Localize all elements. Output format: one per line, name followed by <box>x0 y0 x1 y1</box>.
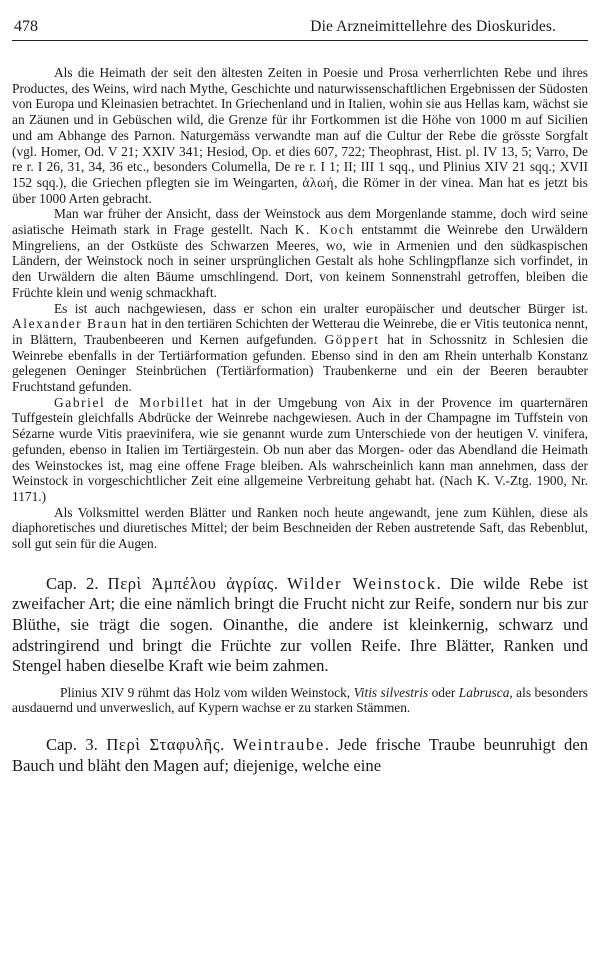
paragraph-volksmittel <box>12 505 588 552</box>
chapter-2-text <box>12 574 588 677</box>
text-run: . <box>273 573 288 593</box>
spaced-name: Alexander Braun <box>12 316 128 332</box>
text-run: Cap. 3. <box>46 735 107 755</box>
text-run: Als die Heimath der seit den ältesten Zeiten in Poesie und Prosa verherrlichten Rebe und ihres Productes, des Weins, wird nach Mythe, Geschichte und naturwissenschaftlichen Ergebnissen der Südosten von Europa und Kleinasien betrachtet. In Griechenland und in Italien, wohin sie aus Hellas kam, wächst sie an Zäunen und in Gebüschen wild, die Grenze für ihr Fortkommen ist die Höhe von 1000 m auf Sicilien und am Abhange des Parnon. Naturgemäss verwandte man auf die Cultur der Rebe die grösste Sorgfalt (vgl. Homer, Od. V 21; XXIV 341; Hesiod, Op. et dies 607, 722; Theophrast, Hist. pl. IV 13, 5; Varro, De re r. I 26, 31, 34, 36 etc., besonders Columella, De re r. I 1; II; III 1 sqq., und Plinius XIV 21 sqq.; XVII 152 sqq.), die Griechen pflegten sie im Weingarten, <box>12 65 588 190</box>
italic-term: Vitis silvestris <box>353 684 429 700</box>
text-run: , als besonders ausdauernd und unverweslich, auf Kypern wachse er zu starken Stämmen. <box>12 684 588 716</box>
paragraph-braun <box>12 301 588 395</box>
spaced-name: Göppert <box>324 331 380 347</box>
text-run: . Jede frische Traube beunruhigt den Bauch und bläht den Magen auf; diejenige, welche eine <box>12 735 589 775</box>
text-run: hat in der Umgebung von Aix in der Provence im quarternären Tuffgestein gleichfalls Abdrücke der Weinrebe nachgewiesen. Auch in der Champagne im Tuffstein von Sézarne wurde Vitis praevinifera, wie sie genannt wurde zum Unterschiede von der heutigen V. vinifera, gefunden, ebenso in Italien im Tertiärgestein. Ob nun aber das Morgen- oder das Abendland die Heimath des Weinstockes ist, mag eine offene Frage bleiben. Als wahrscheinlich kann man annehmen, dass der Weinstock in vorgeschichtlicher Zeit eine allgemeine Verbreitung gehabt hat. (Nach K. V.-Ztg. 1900, Nr. 1171.) <box>12 394 588 504</box>
paragraph-koch <box>12 206 588 300</box>
paragraph-heimath <box>12 65 588 206</box>
italic-term: Labrusca <box>458 684 510 700</box>
text-run: Cap. 2. <box>46 573 108 593</box>
running-title: Die Arzneimittellehre des Dioskurides. <box>310 18 556 35</box>
greek-term: ἀλωή <box>302 174 335 190</box>
text-run: . <box>220 735 233 755</box>
commentary-block <box>12 65 588 552</box>
chapter-2-note <box>12 685 588 716</box>
spaced-name: Weintraube <box>232 735 325 755</box>
text-run: hat in Schossnitz in Schlesien die Weinrebe ebenfalls in der Tertiärformation gefunden. Ebenso sind in den am Rhein unterhalb Konstanz gelegenen Oeninger Steinbrüchen (Tertiärformation) Traubenkerne und ein der Beeren beraubter Fruchtstand gefunden. <box>12 331 588 395</box>
spaced-name: Wilder Weinstock <box>287 573 437 593</box>
text-run: Man war früher der Ansicht, dass der Weinstock aus dem Morgenlande stamme, doch wird seine asiatische Heimath stark in Frage gestellt. Nach <box>12 206 588 238</box>
text-run: . Die wilde Rebe ist zweifacher Art; die eine nämlich bringt die Frucht nicht zur Reife, sondern nur bis zur Blüthe, sie trägt die sogen. Oinanthe, die andere ist kleinkernig, schwarz und adstringirend und bringt die Früchte zur vollen Reife. Ihre Blätter, Ranken und Stengel haben dieselbe Kraft wie beim zahmen. <box>12 573 589 676</box>
running-header <box>12 18 588 41</box>
page-number: 478 <box>14 18 38 35</box>
text-run: Als Volksmittel werden Blätter und Ranken noch heute angewandt, jene zum Kühlen, diese als diaphoretisches und diuretisches Mittel; der beim Beschneiden der Reben austretende Saft, das Rebenblut, soll gut sein für die Augen. <box>12 504 588 552</box>
text-run: Es ist auch nachgewiesen, dass er schon ein uralter europäischer und deutscher Bürger ist. <box>54 300 588 316</box>
text-run: oder <box>428 684 459 700</box>
greek-term: Περὶ Σταφυλῆς <box>106 735 221 755</box>
spaced-name: K. Koch <box>294 222 355 238</box>
text-run: entstammt die Weinrebe den Urwäldern Mingreliens, an der Ostküste des Schwarzen Meeres, wo, wie in Armenien und den südkaspischen Ländern, der Weinstock noch in seiner ursprünglichen Gestalt als hohe Schlingpflanze sich vorfindet, in den Urwäldern die alten Bäume umschlingend. Dort, von keinem Sonnenstrahl getroffen, bleiben die Früchte klein und wenig schmackhaft. <box>12 222 588 300</box>
chapter-3-text <box>12 735 588 776</box>
spaced-name: Gabriel de Morbillet <box>54 394 205 410</box>
text-run: Plinius XIV 9 rühmt das Holz vom wilden Weinstock, <box>60 684 354 700</box>
text-run: , die Römer in der vinea. Man hat es jetzt bis über 1000 Arten gebracht. <box>12 174 588 206</box>
text-run: hat in den tertiären Schichten der Wetterau die Weinrebe, die er Vitis teutonica nennt, in Blättern, Traubenbeeren und Kernen aufgefunden. <box>12 316 588 347</box>
greek-term: Περὶ Ἀμπέλου ἀγρίας <box>107 573 274 593</box>
paragraph-morbillet <box>12 395 588 505</box>
